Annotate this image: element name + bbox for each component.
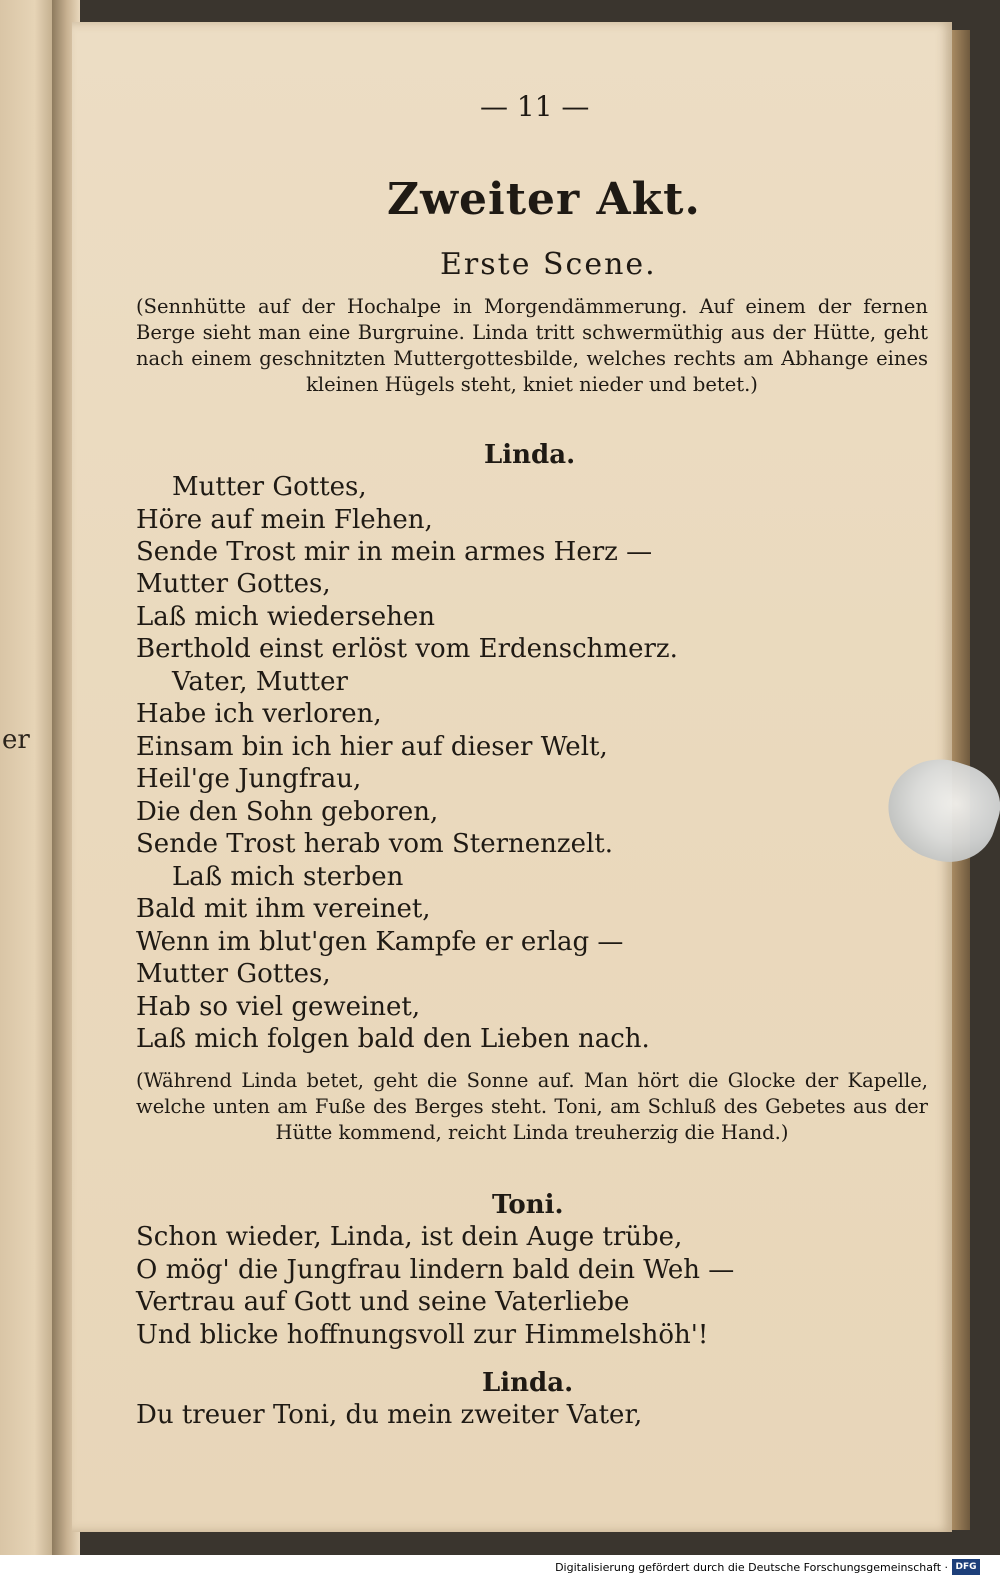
verse-line: Sende Trost herab vom Sternenzelt. xyxy=(136,829,614,859)
funding-credit: Digitalisierung gefördert durch die Deutsche Forschungsgemeinschaft · xyxy=(555,1561,948,1574)
dfg-logo: DFG xyxy=(952,1559,980,1575)
verse-line: Höre auf mein Flehen, xyxy=(136,505,433,535)
verse-line: O mög' die Jungfrau lindern bald dein Weh — xyxy=(136,1255,735,1285)
verse-line: Und blicke hoffnungsvoll zur Himmelshöh'! xyxy=(136,1320,709,1350)
verse-line: Wenn im blut'gen Kampfe er erlag — xyxy=(136,927,624,957)
stage-direction: (Während Linda betet, geht die Sonne auf. Man hört die Glocke der Kapelle, welche unten am Fuße des Berges steht. Toni, am Schluß des Gebetes aus der Hütte kommend, reicht Linda treuherzig die Hand.) xyxy=(136,1069,928,1144)
verse-line: Laß mich wiedersehen xyxy=(136,602,435,632)
verse-line: Mutter Gottes, xyxy=(136,569,331,599)
speaker-name: Linda. xyxy=(482,1368,574,1398)
speaker-name: Toni. xyxy=(492,1190,564,1220)
act-title: Zweiter Akt. xyxy=(387,174,701,225)
verse-line: Habe ich verloren, xyxy=(136,699,382,729)
verse-line: Schon wieder, Linda, ist dein Auge trübe, xyxy=(136,1222,683,1252)
stage-direction: (Sennhütte auf der Hochalpe in Morgendämmerung. Auf einem der fernen Berge sieht man eine Burgruine. Linda tritt schwermüthig aus der Hütte, geht nach einem geschnitzten Muttergottesbilde, welches rechts am Abhange eines kleinen Hügels steht, kniet nieder und betet.) xyxy=(136,295,928,396)
verse-line: Berthold einst erlöst vom Erdenschmerz. xyxy=(136,634,678,664)
verse-line: Hab so viel geweinet, xyxy=(136,992,421,1022)
speaker-name: Linda. xyxy=(484,440,576,470)
left-page xyxy=(0,0,58,1555)
verse-line: Du treuer Toni, du mein zweiter Vater, xyxy=(136,1400,643,1430)
verse-line: Vater, Mutter xyxy=(172,667,348,697)
verse-line: Einsam bin ich hier auf dieser Welt, xyxy=(136,732,608,762)
page-number: — 11 — xyxy=(480,90,590,123)
verse-line: Mutter Gottes, xyxy=(172,472,367,502)
verse-line: Mutter Gottes, xyxy=(136,959,331,989)
verse-line: Bald mit ihm vereinet, xyxy=(136,894,431,924)
left-page-fragment: er xyxy=(2,725,30,755)
verse-line: Die den Sohn geboren, xyxy=(136,797,439,827)
verse-line: Laß mich sterben xyxy=(172,862,404,892)
verse-line: Heil'ge Jungfrau, xyxy=(136,764,362,794)
verse-line: Sende Trost mir in mein armes Herz — xyxy=(136,537,653,567)
right-page xyxy=(72,22,952,1532)
scene-title: Erste Scene. xyxy=(440,247,657,282)
digitization-footer xyxy=(0,1555,1000,1585)
verse-line: Laß mich folgen bald den Lieben nach. xyxy=(136,1024,650,1054)
verse-line: Vertrau auf Gott und seine Vaterliebe xyxy=(136,1287,630,1317)
